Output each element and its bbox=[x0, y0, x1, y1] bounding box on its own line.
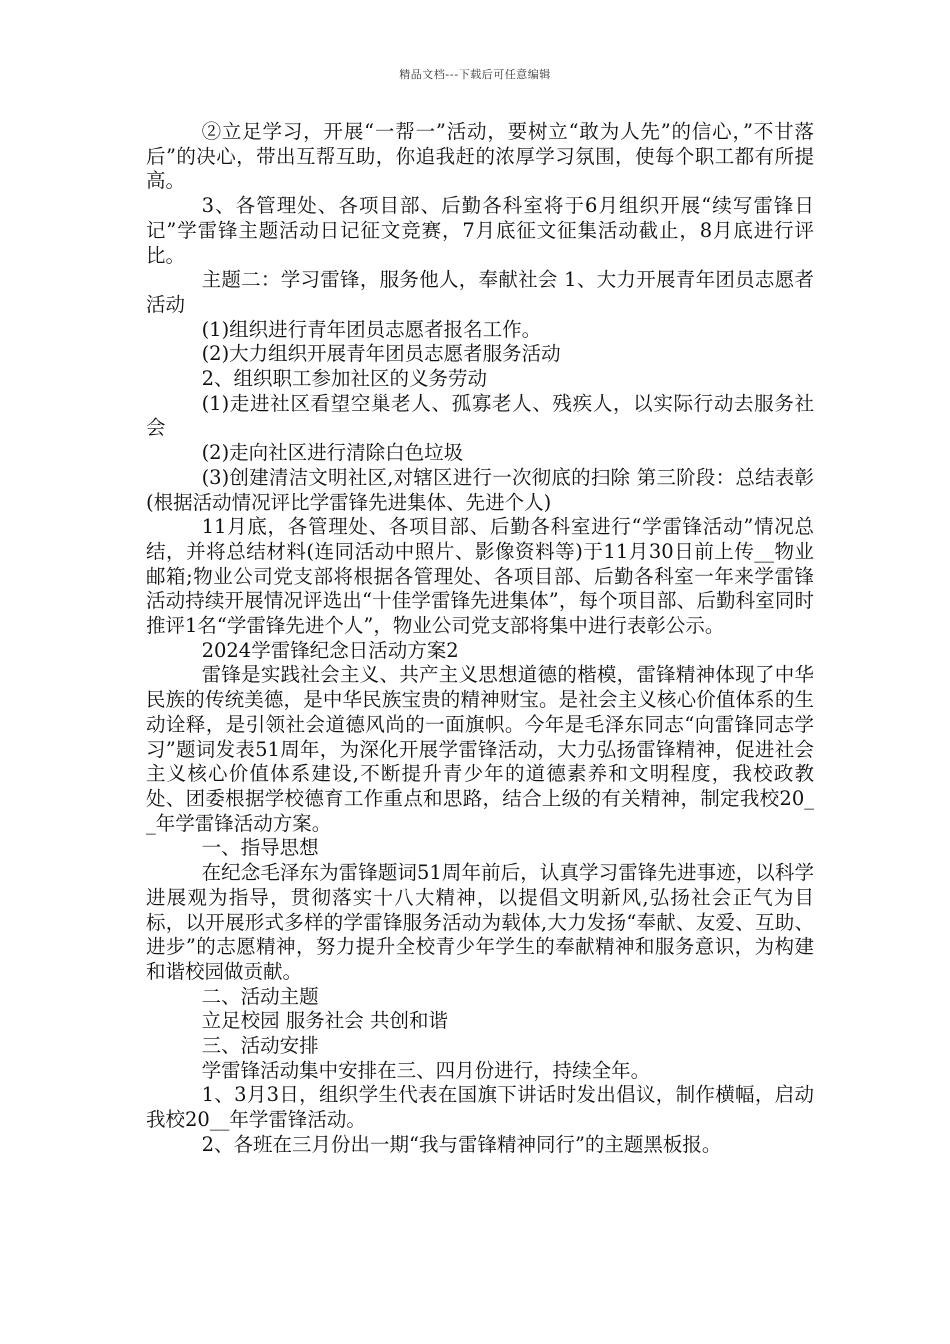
paragraph: 在纪念毛泽东为雷锋题词51周年前后，认真学习雷锋先进事迹，以科学进展观为指导，贯彻落实十八大精神，以提倡文明新风,弘扬社会正气为目标，以开展形式多样的学雷锋服务活动为载体,大力发扬“奉献、友爱、互助、进步”的志愿精神，努力提升全校青少年学生的奉献精神和服务意识，为构建和谐校园做贡献。 bbox=[146, 861, 814, 983]
paragraph: 学雷锋活动集中安排在三、四月份进行，持续全年。 bbox=[201, 1058, 651, 1082]
paragraph: (1)走进社区看望空巢老人、孤寡老人、残疾人，以实际行动去服务社会 bbox=[146, 391, 814, 440]
paragraph: 立足校园 服务社会 共创和谐 bbox=[201, 1009, 448, 1033]
paragraph: (2)走向社区进行清除白色垃圾 bbox=[201, 441, 464, 465]
paragraph: 雷锋是实践社会主义、共产主义思想道德的楷模，雷锋精神体现了中华民族的传统美德，是中华民族宝贵的精神财宝。是社会主义核心价值体系的生动诠释，是引领社会道德风尚的一面旗帜。今年是毛泽东同志“向雷锋同志学习”题词发表51周年，为深化开展学雷锋活动，大力弘扬雷锋精神，促进社会主义核心价值体系建设,不断提升青少年的道德素养和文明程度，我校政教处、团委根据学校德育工作重点和思路，结合上级的有关精神，制定我校20__年学雷锋活动方案。 bbox=[146, 663, 814, 835]
paragraph: (1)组织进行青年团员志愿者报名工作。 bbox=[201, 317, 542, 341]
section-heading: 二、活动主题 bbox=[201, 984, 319, 1008]
section-heading: 三、活动安排 bbox=[201, 1034, 319, 1058]
paragraph: 11月底，各管理处、各项目部、后勤各科室进行“学雷锋活动”情况总结，并将总结材料(连同活动中照片、影像资料等)于11月30日前上传__物业邮箱;物业公司党支部将根据各管理处、各项目部、后勤各科室一年来学雷锋活动持续开展情况评选出“十佳学雷锋先进集体”，每个项目部、后勤科室同时推评1名“学雷锋先进个人”，物业公司党支部将集中进行表彰公示。 bbox=[146, 515, 814, 638]
paragraph: (3)创建清洁文明社区,对辖区进行一次彻底的扫除 第三阶段：总结表彰(根据活动情况评比学雷锋先进集体、先进个人) bbox=[146, 465, 814, 514]
paragraph: 2、组织职工参加社区的义务劳动 bbox=[201, 367, 487, 391]
paragraph: 主题二：学习雷锋，服务他人，奉献社会 1、大力开展青年团员志愿者活动 bbox=[146, 268, 814, 316]
paragraph: (2)大力组织开展青年团员志愿者服务活动 bbox=[201, 342, 561, 366]
page-header: 精品文档---下载后可任意编辑 bbox=[399, 68, 551, 81]
paragraph: 2、各班在三月份出一期“我与雷锋精神同行”的主题黑板报。 bbox=[201, 1132, 722, 1156]
paragraph: 3、各管理处、各项目部、后勤各科室将于6月组织开展“续写雷锋日记”学雷锋主题活动日记征文竞赛，7月底征文征集活动截止，8月底进行评比。 bbox=[146, 194, 814, 267]
section-heading: 一、指导思想 bbox=[201, 836, 319, 860]
section-title: 2024学雷锋纪念日活动方案2 bbox=[201, 638, 459, 662]
document-body bbox=[146, 120, 814, 1158]
paragraph: ②立足学习，开展“一帮一”活动，要树立“敢为人先”的信心，”不甘落后”的决心，带出互帮互助，你追我赶的浓厚学习氛围，使每个职工都有所提高。 bbox=[146, 120, 814, 193]
paragraph: 1、3月3日，组织学生代表在国旗下讲话时发出倡议，制作横幅，启动我校20__年学雷锋活动。 bbox=[146, 1083, 814, 1132]
